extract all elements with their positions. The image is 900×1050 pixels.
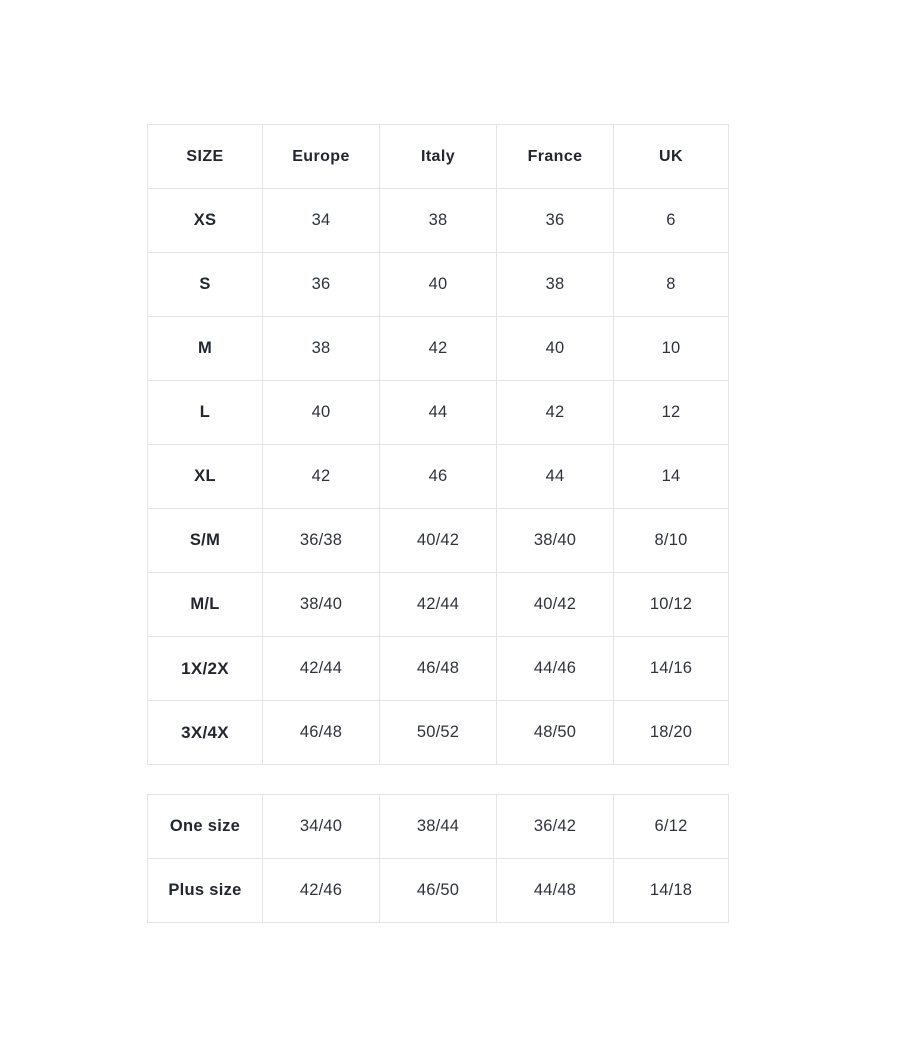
- table-gap: [147, 765, 900, 794]
- primary-size-chart-table: [147, 124, 729, 765]
- cell-italy: 40/42: [380, 509, 497, 573]
- cell-europe: 36/38: [263, 509, 380, 573]
- cell-europe: 38: [263, 317, 380, 381]
- table-row: [148, 381, 729, 445]
- cell-europe: 34/40: [263, 795, 380, 859]
- cell-europe: 38/40: [263, 573, 380, 637]
- cell-france: 44/48: [497, 859, 614, 923]
- row-label: L: [148, 381, 263, 445]
- cell-france: 36: [497, 189, 614, 253]
- table-row: [148, 445, 729, 509]
- row-label: Plus size: [148, 859, 263, 923]
- cell-uk: 8: [614, 253, 729, 317]
- cell-uk: 6: [614, 189, 729, 253]
- cell-italy: 50/52: [380, 701, 497, 765]
- cell-uk: 6/12: [614, 795, 729, 859]
- row-label: 1X/2X: [148, 637, 263, 701]
- table-header: [148, 125, 729, 189]
- cell-europe: 46/48: [263, 701, 380, 765]
- table-row: [148, 701, 729, 765]
- cell-uk: 18/20: [614, 701, 729, 765]
- table-header-row: [148, 125, 729, 189]
- table-row: [148, 317, 729, 381]
- cell-europe: 42/44: [263, 637, 380, 701]
- table-row: [148, 795, 729, 859]
- cell-italy: 46/50: [380, 859, 497, 923]
- cell-france: 40: [497, 317, 614, 381]
- cell-france: 42: [497, 381, 614, 445]
- cell-italy: 44: [380, 381, 497, 445]
- cell-uk: 10/12: [614, 573, 729, 637]
- table-row: [148, 573, 729, 637]
- cell-france: 36/42: [497, 795, 614, 859]
- cell-italy: 46: [380, 445, 497, 509]
- cell-europe: 42: [263, 445, 380, 509]
- cell-france: 44/46: [497, 637, 614, 701]
- cell-uk: 10: [614, 317, 729, 381]
- row-label: S: [148, 253, 263, 317]
- row-label: S/M: [148, 509, 263, 573]
- table-row: [148, 637, 729, 701]
- column-header-uk: UK: [614, 125, 729, 189]
- cell-italy: 46/48: [380, 637, 497, 701]
- column-header-size: SIZE: [148, 125, 263, 189]
- secondary-size-chart-table: [147, 794, 729, 923]
- cell-europe: 34: [263, 189, 380, 253]
- table-row: [148, 253, 729, 317]
- column-header-europe: Europe: [263, 125, 380, 189]
- table-row: [148, 189, 729, 253]
- row-label: M: [148, 317, 263, 381]
- column-header-france: France: [497, 125, 614, 189]
- table-row: [148, 859, 729, 923]
- cell-europe: 42/46: [263, 859, 380, 923]
- cell-france: 38: [497, 253, 614, 317]
- table-body: [148, 795, 729, 923]
- column-header-italy: Italy: [380, 125, 497, 189]
- row-label: M/L: [148, 573, 263, 637]
- table-row: [148, 509, 729, 573]
- cell-uk: 14: [614, 445, 729, 509]
- row-label: 3X/4X: [148, 701, 263, 765]
- cell-france: 44: [497, 445, 614, 509]
- cell-italy: 38/44: [380, 795, 497, 859]
- cell-italy: 42/44: [380, 573, 497, 637]
- row-label: One size: [148, 795, 263, 859]
- cell-europe: 40: [263, 381, 380, 445]
- cell-italy: 40: [380, 253, 497, 317]
- cell-uk: 14/16: [614, 637, 729, 701]
- cell-italy: 38: [380, 189, 497, 253]
- row-label: XS: [148, 189, 263, 253]
- cell-france: 48/50: [497, 701, 614, 765]
- cell-france: 40/42: [497, 573, 614, 637]
- cell-uk: 8/10: [614, 509, 729, 573]
- cell-uk: 12: [614, 381, 729, 445]
- row-label: XL: [148, 445, 263, 509]
- cell-france: 38/40: [497, 509, 614, 573]
- cell-italy: 42: [380, 317, 497, 381]
- cell-uk: 14/18: [614, 859, 729, 923]
- table-body: [148, 189, 729, 765]
- cell-europe: 36: [263, 253, 380, 317]
